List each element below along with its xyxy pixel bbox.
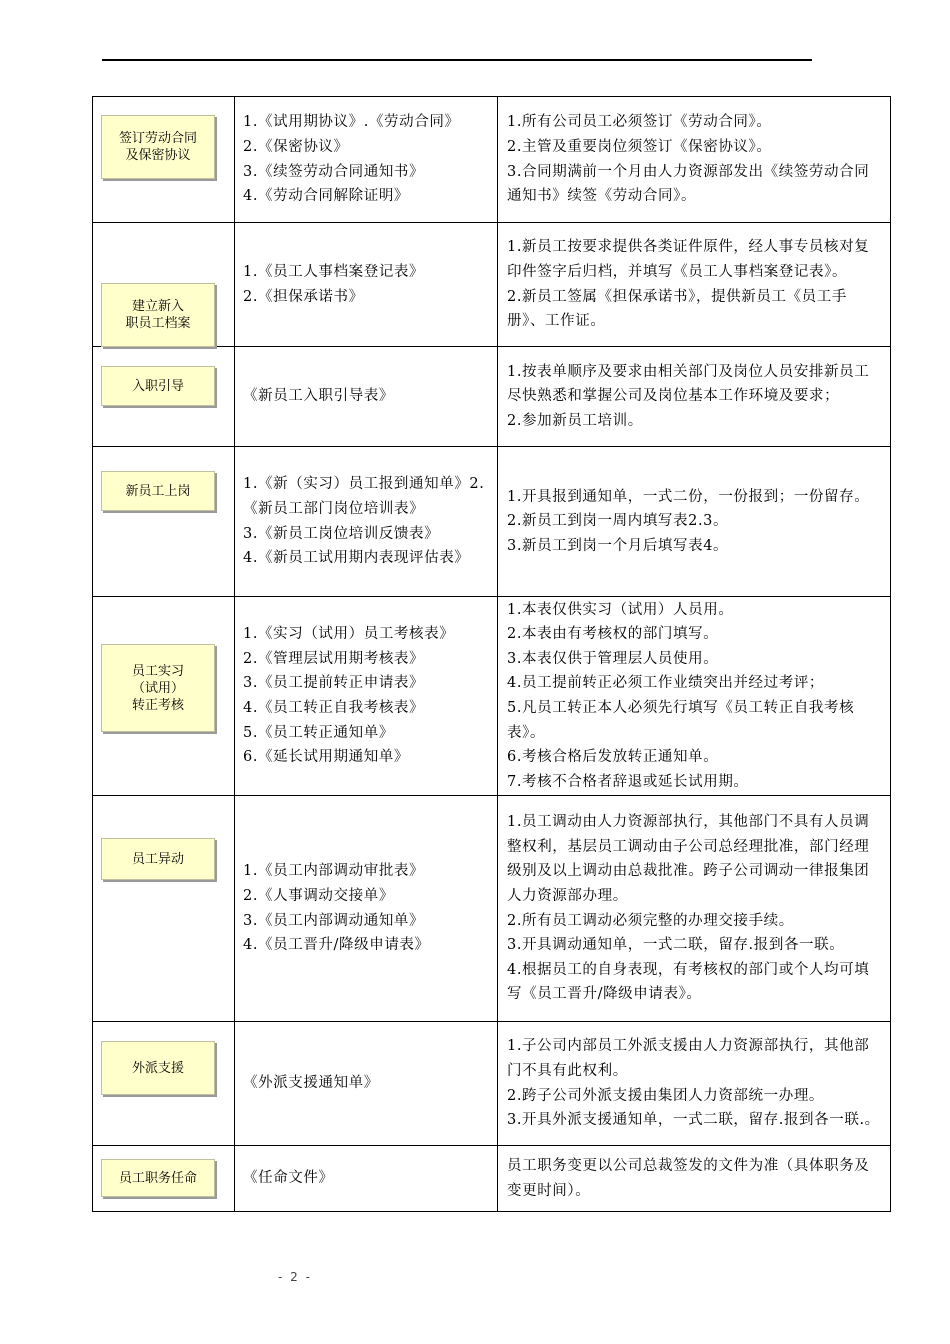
note-item: 2.新员工到岗一周内填写表2.3。 (507, 513, 729, 530)
step-label-box (101, 644, 215, 732)
step-label: 建立新入 职员工档案 (125, 299, 191, 331)
note-item: 3.本表仅供于管理层人员使用。 (507, 650, 719, 667)
note-item: 1.子公司内部员工外派支援由人力资源部执行，其他部门不具有此权利。 (507, 1038, 870, 1079)
document-item: 《外派支援通知单》 (243, 1075, 379, 1092)
note-item: 2.参加新员工培训。 (507, 412, 643, 429)
document-item: 3.《续签劳动合同通知书》 (243, 163, 425, 180)
document-item: 1.《试用期协议》.《劳动合同》 (243, 114, 460, 131)
documents-cell (235, 447, 498, 597)
step-label-box (101, 838, 215, 880)
document-item: 2.《担保承诺书》 (243, 288, 364, 305)
note-item: 1.员工调动由人力资源部执行，其他部门不具有人员调整权利，基层员工调动由子公司总经理批准，部门经理级别及以上调动由总裁批准。跨子公司调动一律报集团人力资源部办理。 (507, 814, 870, 904)
step-cell (93, 347, 235, 447)
step-cell (93, 597, 235, 796)
table-row (93, 1022, 891, 1146)
documents-cell (235, 1022, 498, 1146)
note-item: 2.跨子公司外派支援由集团人力资部统一办理。 (507, 1087, 825, 1104)
notes-cell (498, 1146, 891, 1212)
page-number: - 2 - (278, 1270, 312, 1284)
note-item: 3.新员工到岗一个月后填写表4。 (507, 537, 729, 554)
document-item: 1.《实习（试用）员工考核表》 (243, 626, 455, 643)
documents-cell (235, 223, 498, 347)
note-item: 1.新员工按要求提供各类证件原件，经人事专员核对复印件签字后归档，并填写《员工人事档案登记表》。 (507, 239, 870, 280)
document-item: 4.《劳动合同解除证明》 (243, 188, 410, 205)
document-item: 《任命文件》 (243, 1170, 334, 1187)
document-item: 6.《延长试用期通知单》 (243, 749, 410, 766)
step-label: 员工职务任命 (118, 1170, 197, 1186)
notes-cell (498, 1022, 891, 1146)
step-label: 入职引导 (131, 378, 184, 394)
documents-cell (235, 597, 498, 796)
notes-cell (498, 223, 891, 347)
note-item: 1.所有公司员工必须签订《劳动合同》。 (507, 114, 772, 131)
step-label: 签订劳动合同 及保密协议 (118, 131, 197, 163)
step-cell (93, 97, 235, 223)
note-item: 4.员工提前转正必须工作业绩突出并经过考评； (507, 675, 825, 692)
step-cell (93, 796, 235, 1022)
document-item: 3.《员工内部调动通知单》 (243, 912, 425, 929)
document-item: 2.《人事调动交接单》 (243, 887, 394, 904)
note-item: 3.开具外派支援通知单，一式二联，留存.报到各一联.。 (507, 1112, 880, 1129)
note-item: 1.开具报到通知单，一式二份，一份报到；一份留存。 (507, 488, 870, 505)
note-item: 6.考核合格后发放转正通知单。 (507, 749, 719, 766)
step-cell (93, 447, 235, 597)
documents-cell (235, 796, 498, 1022)
step-cell (93, 1146, 235, 1212)
document-item: 4.《新员工试用期内表现评估表》 (243, 550, 470, 567)
notes-cell (498, 347, 891, 447)
document-item: 2.《保密协议》 (243, 138, 349, 155)
document-item: 1.《新（实习）员工报到通知单》2.《新员工部门岗位培训表》 (243, 476, 485, 517)
step-label-box (101, 1159, 215, 1197)
notes-cell (498, 597, 891, 796)
table-row (93, 223, 891, 347)
document-item: 1.《员工内部调动审批表》 (243, 863, 425, 880)
step-label-box (101, 471, 215, 511)
step-label: 员工异动 (131, 851, 184, 867)
step-label: 新员工上岗 (125, 483, 191, 499)
step-cell (93, 223, 235, 347)
document-item: 4.《员工转正自我考核表》 (243, 700, 425, 716)
table-row (93, 97, 891, 223)
document-item: 1.《员工人事档案登记表》 (243, 263, 425, 280)
note-item: 3.合同期满前一个月由人力资源部发出《续签劳动合同通知书》续签《劳动合同》。 (507, 163, 870, 205)
table-row (93, 1146, 891, 1212)
table-row (93, 347, 891, 447)
note-item: 7.考核不合格者辞退或延长试用期。 (507, 773, 749, 790)
notes-cell (498, 97, 891, 223)
step-label: 外派支援 (131, 1060, 184, 1076)
table-row (93, 447, 891, 597)
step-label-box (101, 283, 215, 347)
document-item: 4.《员工晋升/降级申请表》 (243, 937, 430, 954)
note-item: 1.按表单顺序及要求由相关部门及岗位人员安排新员工尽快熟悉和掌握公司及岗位基本工作环境及要求； (507, 363, 870, 405)
note-item: 5.凡员工转正本人必须先行填写《员工转正自我考核表》。 (507, 700, 855, 741)
documents-cell (235, 347, 498, 447)
step-label: 员工实习 （试用） 转正考核 (131, 663, 184, 713)
note-item: 3.开具调动通知单，一式二联，留存.报到各一联。 (507, 937, 845, 954)
table-row (93, 597, 891, 796)
note-item: 员工职务变更以公司总裁签发的文件为准（具体职务及变更时间）。 (507, 1157, 870, 1199)
notes-cell (498, 447, 891, 597)
step-label-box (101, 366, 215, 406)
step-label-box (101, 1041, 215, 1095)
document-item: 2.《管理层试用期考核表》 (243, 650, 425, 667)
note-item: 1.本表仅供实习（试用）人员用。 (507, 601, 734, 618)
step-label-box (101, 115, 215, 179)
note-item: 4.根据员工的自身表现，有考核权的部门或个人均可填写《员工晋升/降级申请表》。 (507, 961, 870, 1003)
document-item: 3.《员工提前转正申请表》 (243, 675, 425, 692)
table-row (93, 796, 891, 1022)
notes-cell (498, 796, 891, 1022)
note-item: 2.新员工签属《担保承诺书》，提供新员工《员工手册》、工作证。 (507, 288, 847, 330)
process-table (92, 96, 891, 1212)
note-item: 2.本表由有考核权的部门填写。 (507, 626, 719, 643)
documents-cell (235, 1146, 498, 1212)
header-rule (102, 59, 812, 61)
documents-cell (235, 97, 498, 223)
step-cell (93, 1022, 235, 1146)
note-item: 2.所有员工调动必须完整的办理交接手续。 (507, 912, 794, 929)
note-item: 2.主管及重要岗位须签订《保密协议》。 (507, 138, 772, 155)
document-item: 3.《新员工岗位培训反馈表》 (243, 525, 440, 542)
document-item: 《新员工入职引导表》 (243, 388, 394, 405)
document-item: 5.《员工转正通知单》 (243, 724, 394, 741)
